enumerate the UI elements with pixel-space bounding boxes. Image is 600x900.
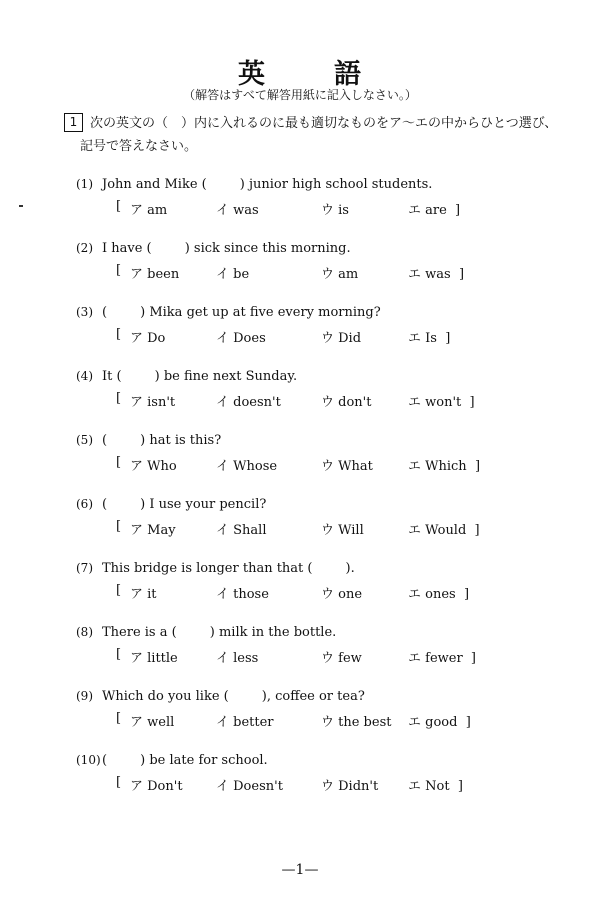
question-3 [76,305,576,355]
choice-c: ウ the best [321,715,392,730]
question-number: (3) [76,305,93,319]
question-number: (9) [76,689,93,703]
bracket-open: [ [116,519,122,534]
choice-c: ウ am [321,267,359,282]
choice-c: ウ Did [321,331,362,346]
choice-b: イ be [216,267,250,282]
question-number: (7) [76,561,93,575]
title-char-1: 英 [238,59,267,90]
question-5 [76,433,576,483]
choice-d: エ Which ] [408,459,481,474]
bracket-open: [ [116,199,122,214]
question-10 [76,753,576,803]
page-number: —1— [281,862,319,878]
question-stem: It ( ) be fine next Sunday. [102,369,298,384]
choice-row [116,775,536,795]
question-7 [76,561,576,611]
bracket-open: [ [116,775,122,790]
bracket-open: [ [116,327,122,342]
choice-a: ア Do [130,331,166,346]
instruction-line-2: 記号で答えなさい。 [80,139,198,154]
question-stem: ( ) I use your pencil? [102,497,267,512]
question-number: (5) [76,433,93,447]
choice-b: イ Does [216,331,266,346]
choice-c: ウ What [321,459,373,474]
choice-a: ア am [130,203,168,218]
question-stem: ( ) Mika get up at five every morning? [102,305,381,320]
choice-d: エ fewer ] [408,651,477,666]
choice-a: ア May [130,523,176,538]
choice-d: エ ones ] [408,587,470,602]
choice-d: エ was ] [408,267,465,282]
choice-b: イ Shall [216,523,267,538]
choice-a: ア well [130,715,175,730]
choice-d: エ Is ] [408,331,451,346]
title-char-2: 語 [334,59,363,90]
choice-b: イ doesn't [216,395,281,410]
question-stem: John and Mike ( ) junior high school students. [102,177,433,192]
question-number: (2) [76,241,93,255]
stray-mark [19,205,23,207]
choice-row [116,327,536,347]
choice-c: ウ don't [321,395,372,410]
question-stem: ( ) be late for school. [102,753,268,768]
question-6 [76,497,576,547]
choice-d: エ Not ] [408,779,463,794]
question-stem: There is a ( ) milk in the bottle. [102,625,337,640]
choice-c: ウ is [321,203,349,218]
choice-b: イ Whose [216,459,278,474]
choice-row [116,199,536,219]
choice-b: イ Doesn't [216,779,283,794]
section-number-box: 1 [64,113,83,132]
choice-d: エ won't ] [408,395,475,410]
bracket-open: [ [116,263,122,278]
instruction-line-1: 次の英文の（ ）内に入れるのに最も適切なものをア～エの中からひとつ選び、 [90,116,558,131]
choice-a: ア it [130,587,157,602]
choice-row [116,391,536,411]
choice-d: エ good ] [408,715,471,730]
section-instruction [80,112,560,158]
choice-a: ア isn't [130,395,176,410]
choice-b: イ better [216,715,274,730]
choice-b: イ was [216,203,259,218]
question-number: (6) [76,497,93,511]
question-1 [76,177,576,227]
choice-c: ウ few [321,651,362,666]
bracket-open: [ [116,455,122,470]
bracket-open: [ [116,391,122,406]
choice-row [116,263,536,283]
question-number: (1) [76,177,93,191]
question-8 [76,625,576,675]
bracket-open: [ [116,647,122,662]
choice-row [116,647,536,667]
question-number: (8) [76,625,93,639]
choice-c: ウ Didn't [321,779,379,794]
choice-d: エ are ] [408,203,461,218]
choice-b: イ less [216,651,259,666]
question-stem: I have ( ) sick since this morning. [102,241,351,256]
question-9 [76,689,576,739]
choice-a: ア Don't [130,779,183,794]
choice-a: ア been [130,267,180,282]
choice-row [116,455,536,475]
choice-row [116,583,536,603]
choice-row [116,519,536,539]
choice-b: イ those [216,587,269,602]
bracket-open: [ [116,711,122,726]
choice-a: ア little [130,651,178,666]
question-stem: ( ) hat is this? [102,433,222,448]
choice-row [116,711,536,731]
choice-d: エ Would ] [408,523,480,538]
choice-c: ウ one [321,587,363,602]
question-number: (10) [76,753,101,767]
choice-a: ア Who [130,459,177,474]
question-stem: Which do you like ( ), coffee or tea? [102,689,365,704]
question-2 [76,241,576,291]
subtitle: （解答はすべて解答用紙に記入しなさい。） [183,88,417,102]
bracket-open: [ [116,583,122,598]
question-stem: This bridge is longer than that ( ). [102,561,355,576]
choice-c: ウ Will [321,523,364,538]
question-4 [76,369,576,419]
question-number: (4) [76,369,93,383]
